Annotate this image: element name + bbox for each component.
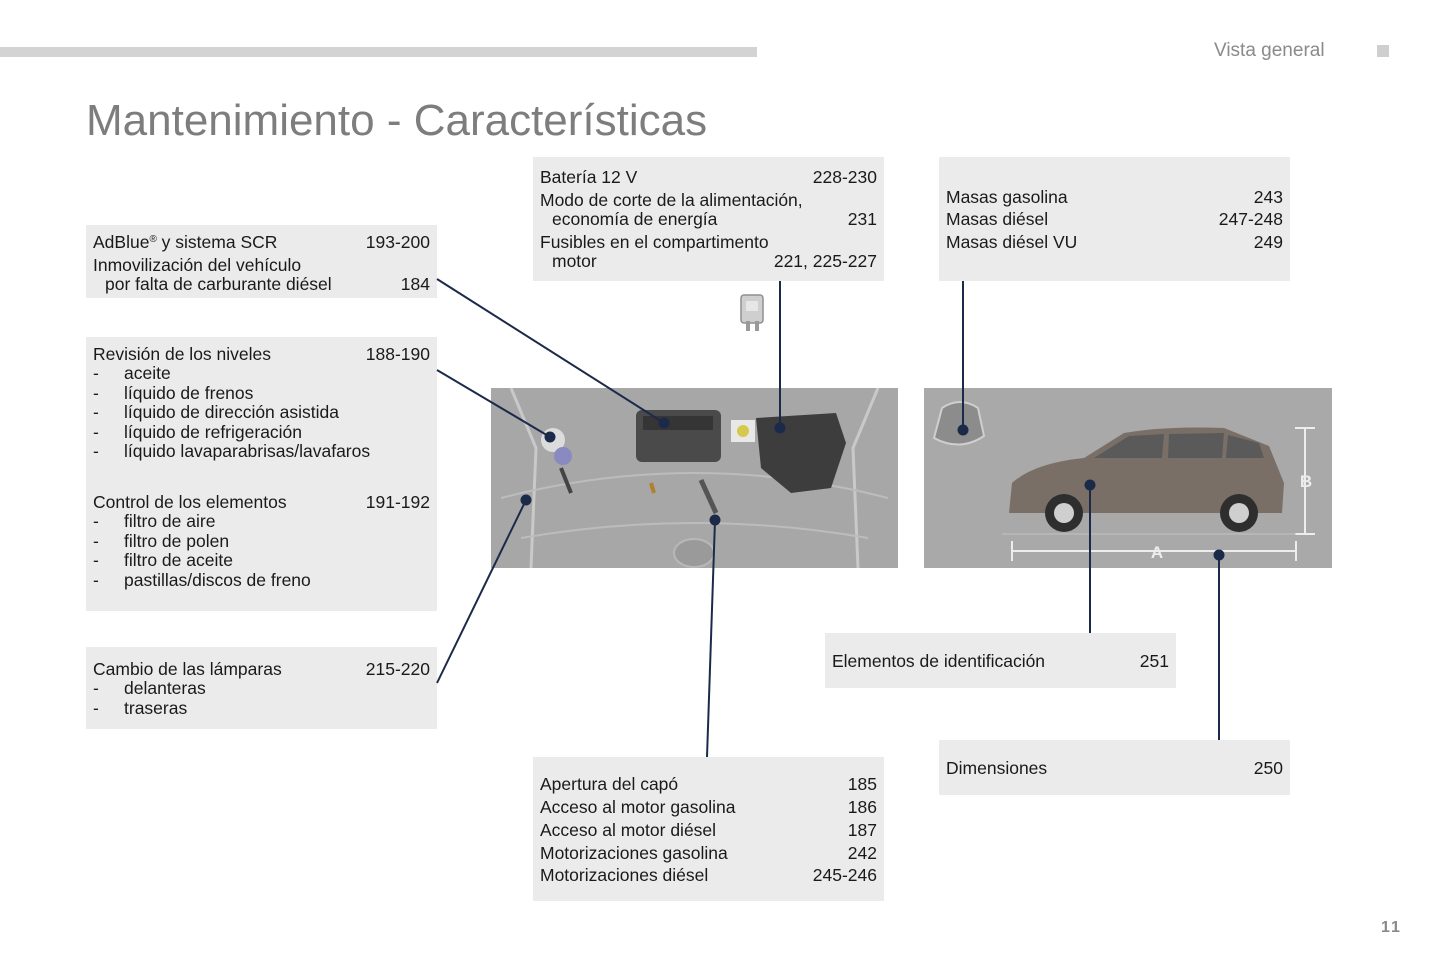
leader-dot (776, 424, 785, 433)
leader-niveles (437, 370, 550, 437)
leader-dot (1215, 551, 1224, 560)
dimension-b-label: B (1299, 472, 1313, 491)
page-ref[interactable]: 185 (847, 774, 877, 794)
capo-label: Apertura del capó (540, 774, 679, 794)
identificacion-label: Elementos de identificación (832, 651, 1046, 671)
registered-mark: ® (149, 234, 157, 245)
page-ref[interactable]: 193-200 (365, 232, 430, 252)
list-item: - líquido de dirección asistida (93, 402, 339, 422)
niveles-label: Revisión de los niveles (93, 344, 272, 364)
control-label: Control de los elementos (93, 492, 287, 512)
page-ref[interactable]: 221, 225-227 (773, 251, 877, 271)
fusibles-line: Fusibles en el compartimento (540, 232, 769, 252)
capo-label: Acceso al motor diésel (540, 820, 717, 840)
list-item: - pastillas/discos de freno (93, 570, 311, 590)
page-ref[interactable]: 247-248 (1218, 209, 1283, 229)
page-ref[interactable]: 184 (400, 274, 430, 294)
list-item: - líquido de frenos (93, 383, 253, 403)
list-item: - líquido de refrigeración (93, 422, 302, 442)
page-ref[interactable]: 251 (1139, 651, 1169, 671)
leader-dot (1086, 481, 1095, 490)
list-item: - delanteras (93, 678, 206, 698)
list-item: - líquido lavaparabrisas/lavafaros (93, 441, 370, 461)
leader-dot (660, 419, 669, 428)
dimension-a-label: A (1150, 543, 1164, 562)
page-ref[interactable]: 228-230 (812, 167, 877, 187)
list-item: - filtro de aceite (93, 550, 233, 570)
masas-label: Masas diésel VU (946, 232, 1078, 252)
page-ref[interactable]: 187 (847, 820, 877, 840)
page-ref[interactable]: 250 (1253, 758, 1283, 778)
page-ref[interactable]: 231 (847, 209, 877, 229)
list-item: - traseras (93, 698, 187, 718)
page-ref[interactable]: 188-190 (365, 344, 430, 364)
bateria-label: Batería 12 V (540, 167, 638, 187)
section-label: Vista general (1214, 40, 1325, 61)
adblue-label: AdBlue (93, 232, 150, 252)
modo-corte-line: Modo de corte de la alimentación, (540, 190, 803, 210)
dimensiones-label: Dimensiones (946, 758, 1048, 778)
leader-dot (959, 426, 968, 435)
page-ref[interactable]: 191-192 (365, 492, 430, 512)
adblue-label-rest: y sistema SCR (156, 232, 278, 252)
page-title: Mantenimiento - Características (86, 96, 708, 145)
capo-label: Acceso al motor gasolina (540, 797, 736, 817)
leader-dot (522, 496, 531, 505)
masas-label: Masas gasolina (946, 187, 1068, 207)
leader-adblue (437, 279, 664, 423)
inmovilizacion-line: Inmovilización del vehículo (93, 255, 302, 275)
leader-dot (546, 433, 555, 442)
page-ref[interactable]: 243 (1253, 187, 1283, 207)
leader-lamparas (437, 500, 526, 683)
page-ref[interactable]: 242 (847, 843, 877, 863)
economia-label: economía de energía (552, 209, 718, 229)
page-ref[interactable]: 215-220 (365, 659, 430, 679)
capo-label: Motorizaciones gasolina (540, 843, 728, 863)
leader-dot (711, 516, 720, 525)
lamparas-label: Cambio de las lámparas (93, 659, 282, 679)
masas-label: Masas diésel (946, 209, 1049, 229)
motor-label: motor (552, 251, 597, 271)
capo-label: Motorizaciones diésel (540, 865, 709, 885)
page-ref[interactable]: 186 (847, 797, 877, 817)
carburante-label: por falta de carburante diésel (105, 274, 332, 294)
page-ref[interactable]: 245-246 (812, 865, 877, 885)
list-item: - filtro de polen (93, 531, 229, 551)
page-ref[interactable]: 249 (1253, 232, 1283, 252)
leader-capo (707, 520, 715, 757)
list-item: - filtro de aire (93, 511, 215, 531)
list-item: - aceite (93, 363, 171, 383)
page-number: 11 (1381, 919, 1402, 936)
